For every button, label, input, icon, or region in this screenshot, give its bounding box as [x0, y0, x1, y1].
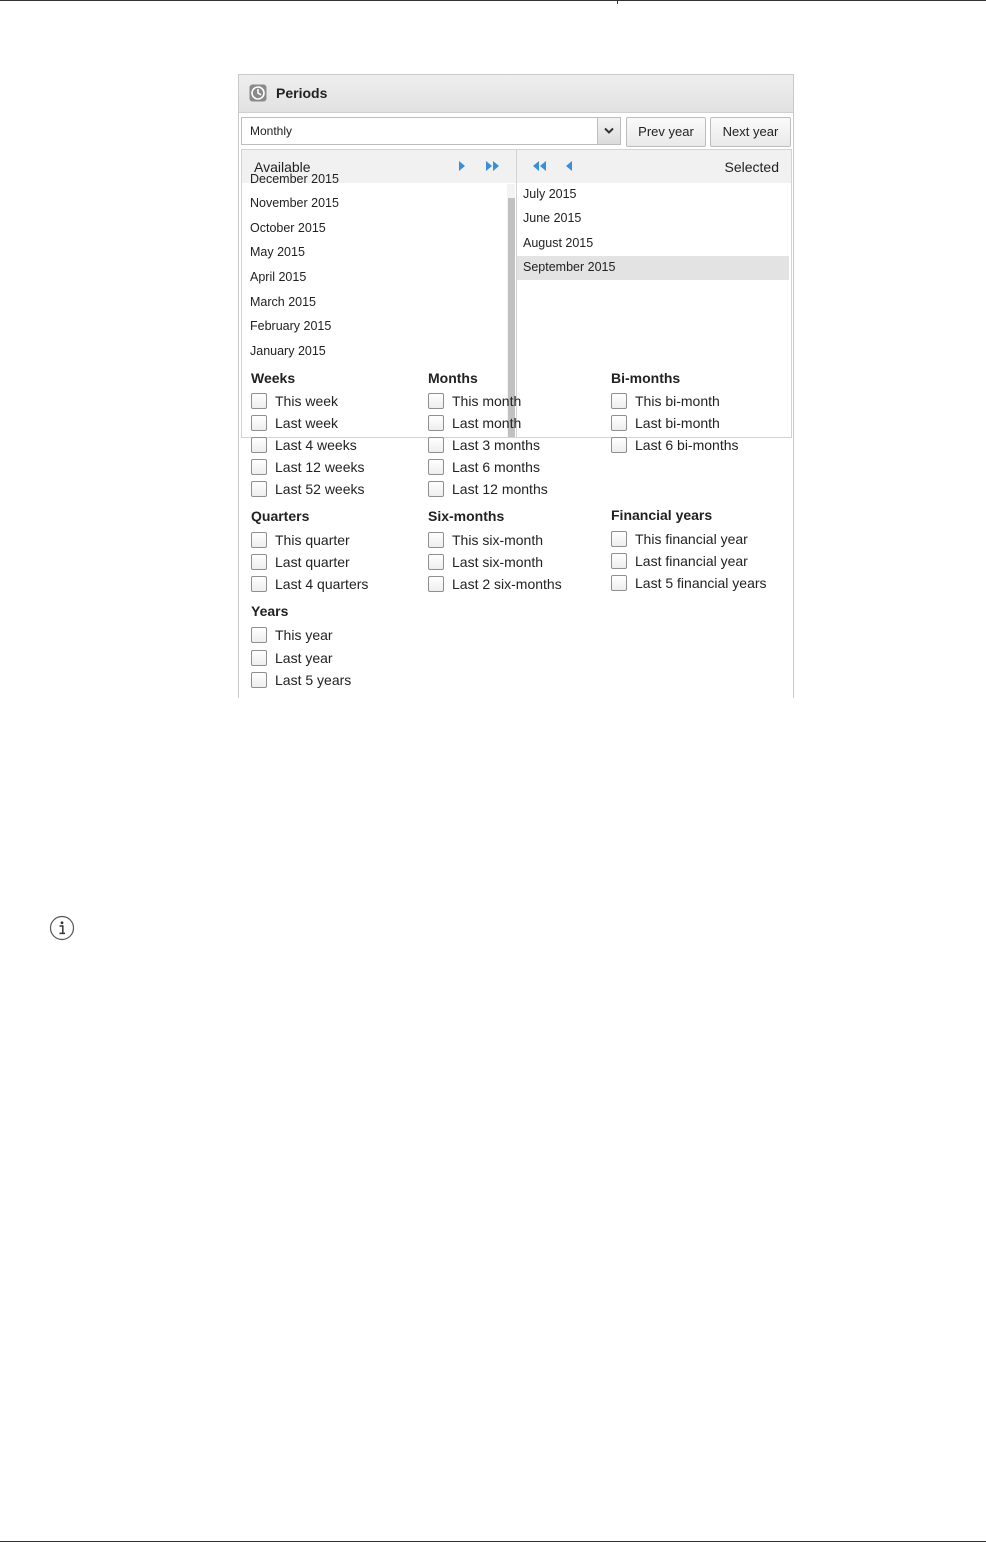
- checkbox[interactable]: [251, 481, 267, 497]
- list-item[interactable]: October 2015: [250, 221, 326, 235]
- option-label: Last 52 weeks: [275, 481, 365, 497]
- checkbox[interactable]: [251, 393, 267, 409]
- six-months-group-title: Six-months: [428, 508, 505, 524]
- selected-label: Selected: [724, 159, 779, 175]
- option-label: This week: [275, 393, 339, 409]
- option-label: This month: [452, 393, 522, 409]
- deselect-all-arrow-icon[interactable]: [531, 160, 547, 172]
- option-label: Last 3 months: [452, 437, 540, 453]
- list-item[interactable]: January 2015: [250, 344, 326, 358]
- financial-years-group-title: Financial years: [611, 507, 713, 523]
- option-label: Last bi-month: [635, 415, 720, 431]
- option-label: This six-month: [452, 532, 544, 548]
- option-label: Last month: [452, 415, 522, 431]
- checkbox[interactable]: [611, 575, 627, 591]
- checkbox[interactable]: [251, 532, 267, 548]
- checkbox[interactable]: [251, 627, 267, 643]
- clock-icon: [249, 84, 267, 102]
- option-label: This year: [275, 627, 333, 643]
- months-group-title: Months: [428, 370, 478, 386]
- checkbox[interactable]: [428, 437, 444, 453]
- select-all-arrow-icon[interactable]: [485, 160, 501, 172]
- checkbox[interactable]: [428, 415, 444, 431]
- list-item[interactable]: May 2015: [250, 245, 305, 259]
- deselect-one-arrow-icon[interactable]: [564, 160, 574, 172]
- option-label: Last week: [275, 415, 339, 431]
- list-item[interactable]: April 2015: [250, 270, 307, 284]
- option-label: Last year: [275, 650, 333, 666]
- list-item[interactable]: December 2015: [250, 172, 339, 186]
- option-label: This bi-month: [635, 393, 720, 409]
- checkbox[interactable]: [251, 437, 267, 453]
- option-label: Last 5 years: [275, 672, 352, 688]
- list-item[interactable]: August 2015: [523, 236, 594, 250]
- weeks-group-title: Weeks: [251, 370, 296, 386]
- option-label: Last financial year: [635, 553, 748, 569]
- list-item[interactable]: February 2015: [250, 319, 332, 333]
- prev-year-button[interactable]: Prev year: [626, 117, 706, 147]
- list-item[interactable]: July 2015: [523, 187, 577, 201]
- checkbox[interactable]: [428, 554, 444, 570]
- period-type-value: Monthly: [250, 124, 293, 138]
- list-item-selected[interactable]: September 2015: [517, 256, 789, 280]
- option-label: Last 2 six-months: [452, 576, 562, 592]
- option-label: This financial year: [635, 531, 748, 547]
- top-divider-tick: [617, 0, 618, 4]
- info-icon: [49, 915, 75, 941]
- checkbox[interactable]: [428, 532, 444, 548]
- option-label: Last 6 bi-months: [635, 437, 739, 453]
- chevron-down-icon: [604, 127, 614, 135]
- selected-list-header: [517, 150, 791, 183]
- checkbox[interactable]: [251, 576, 267, 592]
- checkbox[interactable]: [428, 459, 444, 475]
- checkbox[interactable]: [611, 415, 627, 431]
- bi-months-group-title: Bi-months: [611, 370, 681, 386]
- quarters-group-title: Quarters: [251, 508, 310, 524]
- option-label: Last six-month: [452, 554, 544, 570]
- option-label: Last 12 weeks: [275, 459, 365, 475]
- select-one-arrow-icon[interactable]: [457, 160, 467, 172]
- checkbox[interactable]: [428, 481, 444, 497]
- panel-header: [239, 75, 793, 113]
- checkbox[interactable]: [611, 553, 627, 569]
- available-label: Available: [254, 159, 311, 175]
- checkbox[interactable]: [251, 459, 267, 475]
- years-group-title: Years: [251, 603, 289, 619]
- bottom-divider: [0, 1541, 986, 1542]
- checkbox[interactable]: [611, 437, 627, 453]
- periods-panel: [238, 74, 794, 698]
- list-item[interactable]: November 2015: [250, 196, 339, 210]
- checkbox[interactable]: [251, 672, 267, 688]
- option-label: Last 12 months: [452, 481, 548, 497]
- checkbox[interactable]: [251, 415, 267, 431]
- period-type-select[interactable]: [241, 117, 621, 145]
- next-year-button[interactable]: Next year: [710, 117, 791, 147]
- checkbox[interactable]: [251, 554, 267, 570]
- top-divider: [0, 0, 986, 1]
- checkbox[interactable]: [611, 393, 627, 409]
- option-label: This quarter: [275, 532, 350, 548]
- option-label: Last 6 months: [452, 459, 540, 475]
- panel-title: Periods: [276, 85, 328, 101]
- checkbox[interactable]: [611, 531, 627, 547]
- list-item[interactable]: June 2015: [523, 211, 582, 225]
- checkbox[interactable]: [251, 650, 267, 666]
- option-label: Last 4 quarters: [275, 576, 369, 592]
- option-label: Last quarter: [275, 554, 350, 570]
- checkbox[interactable]: [428, 576, 444, 592]
- period-type-dropdown-trigger[interactable]: [597, 117, 621, 145]
- checkbox[interactable]: [428, 393, 444, 409]
- list-item[interactable]: March 2015: [250, 295, 317, 309]
- option-label: Last 4 weeks: [275, 437, 357, 453]
- option-label: Last 5 financial years: [635, 575, 767, 591]
